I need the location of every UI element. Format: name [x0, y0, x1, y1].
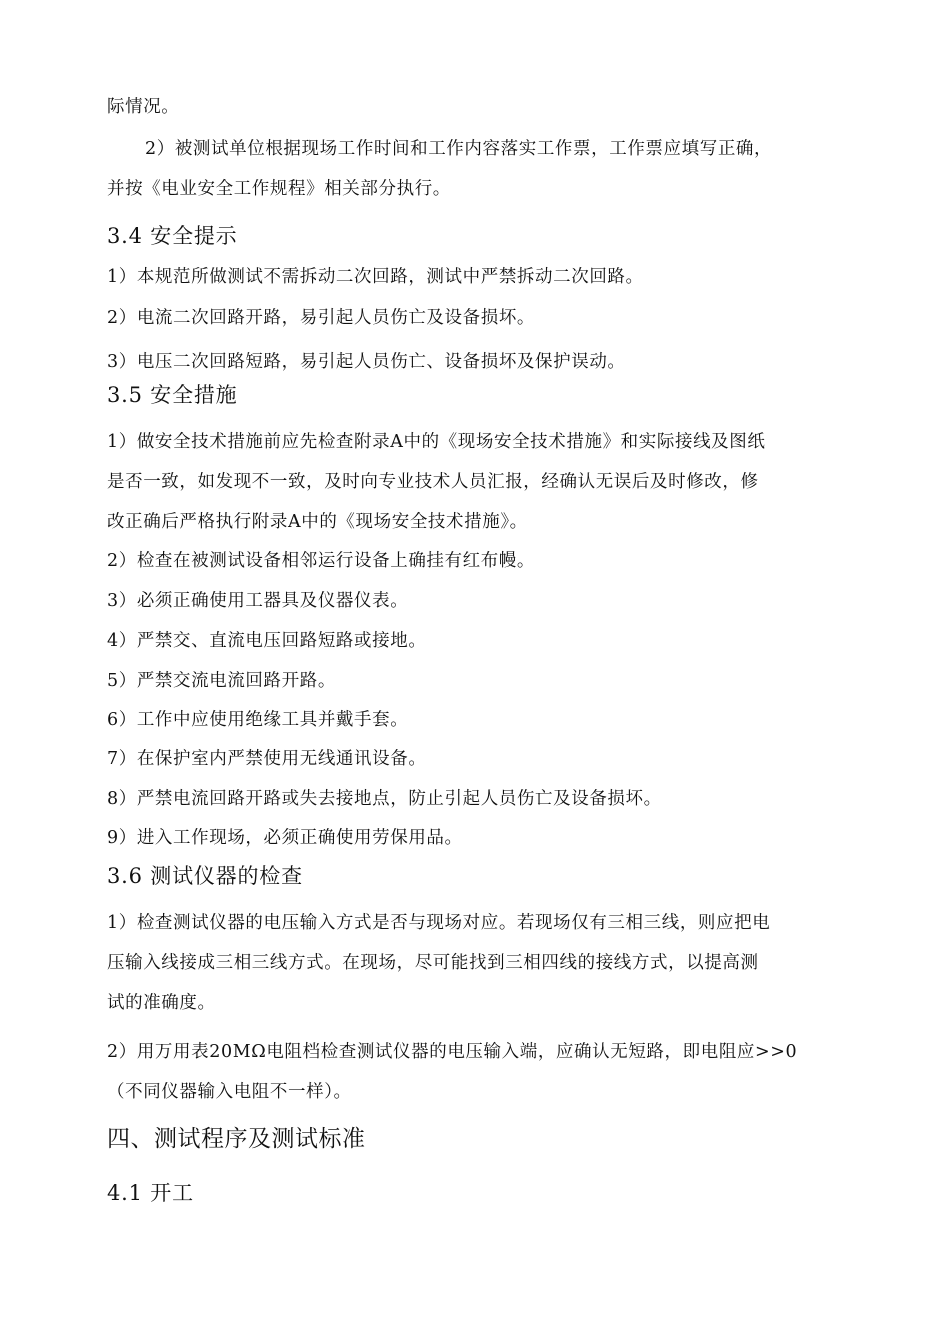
list-item: 7）在保护室内严禁使用无线通讯设备。	[107, 749, 427, 769]
section-heading-4-1: 4.1 开工	[107, 1181, 194, 1205]
list-item: 1）做安全技术措施前应先检查附录A中的《现场安全技术措施》和实际接线及图纸	[107, 432, 766, 452]
list-item: 1）本规范所做测试不需拆动二次回路，测试中严禁拆动二次回路。	[107, 267, 644, 287]
list-item: 1）检查测试仪器的电压输入方式是否与现场对应。若现场仅有三相三线，则应把电	[107, 913, 771, 933]
section-heading-3-5: 3.5 安全措施	[107, 383, 238, 407]
list-item: 试的准确度。	[107, 993, 216, 1013]
list-item: 3）电压二次回路短路，易引起人员伤亡、设备损坏及保护误动。	[107, 352, 626, 372]
chapter-heading: 四、测试程序及测试标准	[107, 1126, 366, 1152]
paragraph-line: 2）被测试单位根据现场工作时间和工作内容落实工作票，工作票应填写正确，	[145, 139, 773, 159]
list-item: 5）严禁交流电流回路开路。	[107, 671, 336, 691]
list-item: 4）严禁交、直流电压回路短路或接地。	[107, 631, 427, 651]
list-item: 改正确后严格执行附录A中的《现场安全技术措施》。	[107, 512, 528, 532]
list-item: 2）检查在被测试设备相邻运行设备上确挂有红布幔。	[107, 551, 536, 571]
list-item: 是否一致，如发现不一致，及时向专业技术人员汇报，经确认无误后及时修改，修	[107, 472, 759, 492]
list-item: 2）电流二次回路开路，易引起人员伤亡及设备损坏。	[107, 308, 536, 328]
paragraph-line: 并按《电业安全工作规程》相关部分执行。	[107, 179, 451, 199]
paragraph-line: 际情况。	[107, 97, 180, 117]
list-item: 3）必须正确使用工器具及仪器仪表。	[107, 591, 409, 611]
list-item: 压输入线接成三相三线方式。在现场，尽可能找到三相四线的接线方式，以提高测	[107, 953, 759, 973]
list-item: 2）用万用表20MΩ电阻档检查测试仪器的电压输入端，应确认无短路，即电阻应>>0	[107, 1042, 798, 1062]
section-heading-3-4: 3.4 安全提示	[107, 224, 238, 248]
list-item: 8）严禁电流回路开路或失去接地点，防止引起人员伤亡及设备损坏。	[107, 789, 662, 809]
list-item: （不同仪器输入电阻不一样）。	[107, 1082, 352, 1102]
list-item: 9）进入工作现场，必须正确使用劳保用品。	[107, 828, 463, 848]
list-item: 6）工作中应使用绝缘工具并戴手套。	[107, 710, 409, 730]
section-heading-3-6: 3.6 测试仪器的检查	[107, 864, 303, 888]
